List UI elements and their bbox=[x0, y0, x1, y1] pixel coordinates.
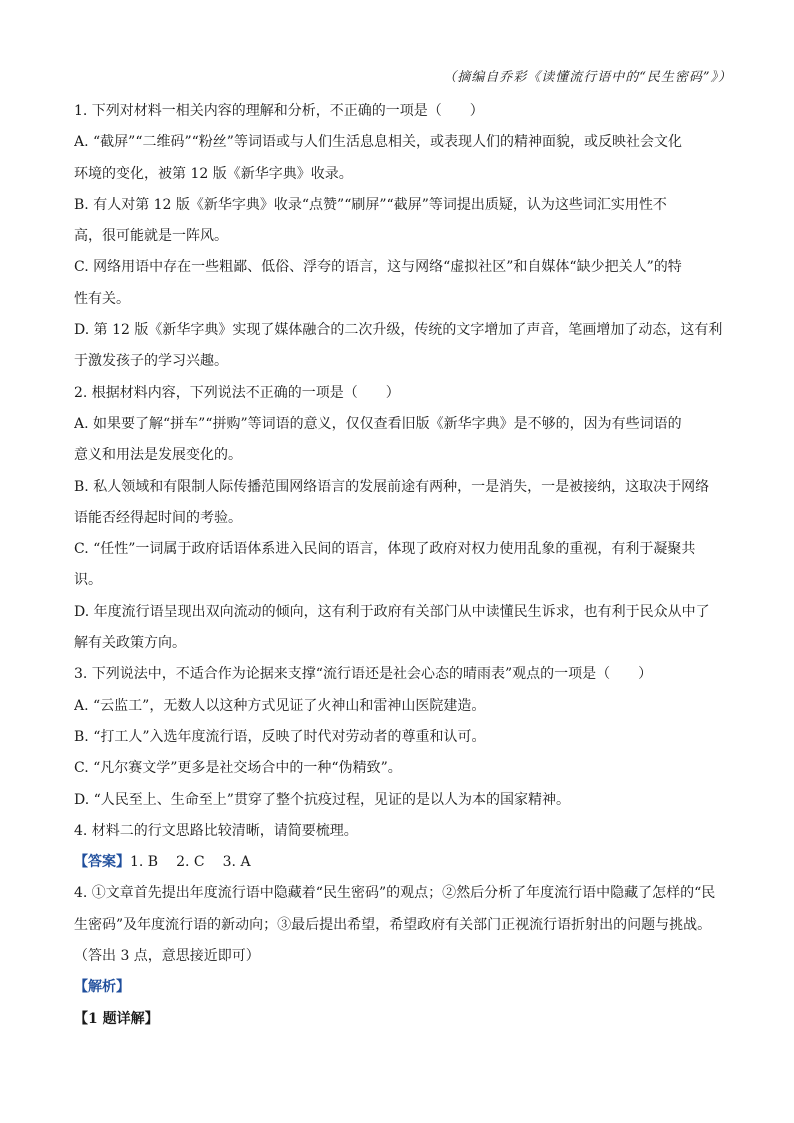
q2-option-a-line1: A. 如果要了解“拼车”“拼购”等词语的意义，仅仅查看旧版《新华字典》是不够的，因为有些词语的 bbox=[74, 415, 682, 432]
q3-option-b: B. “打工人”入选年度流行语，反映了时代对劳动者的尊重和认可。 bbox=[74, 728, 486, 745]
q2-stem: 2. 根据材料内容，下列说法不正确的一项是（ ） bbox=[74, 384, 400, 401]
q2-option-c-line2: 识。 bbox=[74, 572, 102, 589]
q3-option-a: A. “云监工”，无数人以这种方式见证了火神山和雷神山医院建造。 bbox=[74, 697, 486, 714]
answer-q4-line1: 4. ①文章首先提出年度流行语中隐藏着“民生密码”的观点；②然后分析了年度流行语中隐藏了怎样的“民 bbox=[74, 885, 716, 902]
q2-option-d-line2: 解有关政策方向。 bbox=[74, 635, 186, 652]
analysis-label: 【解析】 bbox=[74, 979, 130, 996]
q3-option-d: D. “人民至上、生命至上”贯穿了整个抗疫过程，见证的是以人为本的国家精神。 bbox=[74, 791, 570, 808]
q4-stem: 4. 材料二的行文思路比较清晰，请简要梳理。 bbox=[74, 822, 358, 839]
answer-q4-line2: 生密码”及年度流行语的新动向；③最后提出希望，希望政府有关部门正视流行语折射出的问题与挑战。 bbox=[74, 916, 712, 933]
analysis-detail-heading: 【1 题详解】 bbox=[74, 1010, 159, 1027]
source-citation: （摘编自乔彩《读懂流行语中的“民生密码”》） bbox=[443, 70, 732, 85]
q1-option-b-line1: B. 有人对第 12 版《新华字典》收录“点赞”“刷屏”“截屏”等词提出质疑，认为这些词汇实用性不 bbox=[74, 196, 667, 213]
q1-option-c-line2: 性有关。 bbox=[74, 290, 130, 307]
q1-option-d-line1: D. 第 12 版《新华字典》实现了媒体融合的二次升级，传统的文字增加了声音，笔画增加了动态，这有利 bbox=[74, 322, 723, 339]
answer-line bbox=[74, 847, 724, 878]
q1-stem: 1. 下列对材料一相关内容的理解和分析，不正确的一项是（ ） bbox=[74, 103, 484, 119]
q1-option-d-line2: 于激发孩子的学习兴趣。 bbox=[74, 353, 228, 370]
answer-item-3: 3. A bbox=[222, 854, 251, 871]
analysis-heading bbox=[74, 972, 724, 1003]
answer-q4-line3: （答出 3 点，意思接近即可） bbox=[74, 948, 260, 965]
answer-label: 【答案】 bbox=[74, 854, 130, 871]
content-body bbox=[74, 96, 724, 1035]
answer-item-1: 1. B bbox=[130, 854, 159, 871]
q1-option-a-line1: A. “截屏”“二维码”“粉丝”等词语或与人们生活息息相关，或表现人们的精神面貌，或反映社会文化 bbox=[74, 134, 682, 151]
q3-stem: 3. 下列说法中，不适合作为论据来支撑“流行语还是社会心态的晴雨表”观点的一项是（ ） bbox=[74, 666, 653, 683]
q1-option-a-line2: 环境的变化，被第 12 版《新华字典》收录。 bbox=[74, 165, 353, 182]
q2-option-a-line2: 意义和用法是发展变化的。 bbox=[74, 447, 242, 464]
q1-option-c-line1: C. 网络用语中存在一些粗鄙、低俗、浮夸的语言，这与网络“虚拟社区”和自媒体“缺少把关人”的特 bbox=[74, 259, 682, 276]
q1-option-b-line2: 高，很可能就是一阵风。 bbox=[74, 228, 228, 245]
q3-option-c: C. “凡尔赛文学”更多是社交场合中的一种“伪精致”。 bbox=[74, 760, 402, 777]
q2-option-c-line1: C. “任性”一词属于政府话语体系进入民间的语言，体现了政府对权力使用乱象的重视，有利于凝聚共 bbox=[74, 541, 696, 558]
q2-option-b-line2: 语能否经得起时间的考验。 bbox=[74, 509, 242, 526]
q2-option-b-line1: B. 私人领域和有限制人际传播范围网络语言的发展前途有两种，一是消失，一是被接纳，这取决于网络 bbox=[74, 478, 710, 495]
answer-item-2: 2. C bbox=[176, 854, 205, 871]
q2-option-d-line1: D. 年度流行语呈现出双向流动的倾向，这有利于政府有关部门从中读懂民生诉求，也有利于民众从中了 bbox=[74, 603, 710, 620]
